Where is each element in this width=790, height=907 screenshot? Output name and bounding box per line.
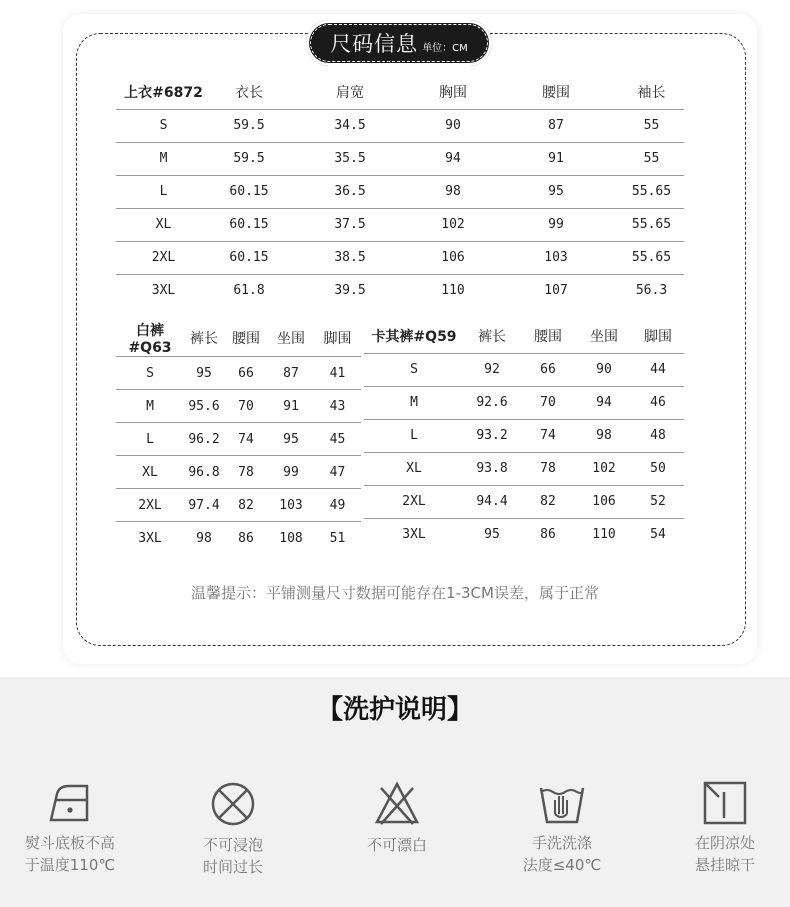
table-row xyxy=(116,456,361,489)
no-bleach-icon xyxy=(373,780,421,828)
table-cell: 70 xyxy=(224,390,268,423)
table-cell: 52 xyxy=(632,485,684,518)
table-cell: 43 xyxy=(314,390,361,423)
table-row xyxy=(364,353,684,386)
table-header-cell: 胸围 xyxy=(413,76,493,109)
table-cell: 97.4 xyxy=(184,489,224,522)
table-cell: 74 xyxy=(224,423,268,456)
table-cell: 50 xyxy=(632,452,684,485)
table-cell: 44 xyxy=(632,353,684,386)
table-cell: 78 xyxy=(224,456,268,489)
iron-icon xyxy=(47,780,93,826)
hand-wash-icon xyxy=(537,780,587,826)
table-row xyxy=(116,522,361,555)
table-header-cell: 坐围 xyxy=(268,320,314,357)
table-cell: 94.4 xyxy=(464,485,520,518)
table-cell: 46 xyxy=(632,386,684,419)
white-pants-size-table xyxy=(116,320,361,555)
size-info-title-badge xyxy=(306,20,492,66)
table-row xyxy=(364,386,684,419)
table-cell: 95 xyxy=(268,423,314,456)
table-cell: 55 xyxy=(619,142,684,175)
table-cell: 55.65 xyxy=(619,208,684,241)
table-cell: 95 xyxy=(184,357,224,390)
table-cell: 93.8 xyxy=(464,452,520,485)
table-cell: M xyxy=(116,390,184,423)
table-cell: 103 xyxy=(493,241,619,274)
table-cell: 2XL xyxy=(116,241,211,274)
table-cell: L xyxy=(364,419,464,452)
table-cell: 92.6 xyxy=(464,386,520,419)
table-cell: 99 xyxy=(493,208,619,241)
table-cell: 86 xyxy=(540,527,556,543)
care-label-line2: 法度≤40℃ xyxy=(522,856,602,874)
table-cell: XL xyxy=(364,452,464,485)
measurement-tip: 温馨提示：平铺测量尺寸数据可能存在1-3CM误差，属于正常 xyxy=(191,584,599,602)
table-row xyxy=(116,489,361,522)
table-row xyxy=(364,485,684,518)
table-cell: 98 xyxy=(196,530,212,546)
table-cell: 55 xyxy=(619,109,684,142)
table-cell: 59.5 xyxy=(211,109,287,142)
care-item-shade-dry xyxy=(655,780,790,876)
table-cell: 39.5 xyxy=(334,283,366,299)
table-cell: 74 xyxy=(520,419,576,452)
table-header-cell: 腰围 xyxy=(493,76,619,109)
table-cell: 78 xyxy=(520,452,576,485)
table-header-cell: 上衣#6872 xyxy=(116,76,211,109)
table-cell: M xyxy=(116,142,211,175)
table-row xyxy=(116,357,361,390)
table-row xyxy=(116,142,684,175)
table-row xyxy=(116,109,684,142)
table-cell: 92 xyxy=(464,353,520,386)
table-cell: 110 xyxy=(441,283,465,299)
table-cell: 3XL xyxy=(138,530,162,546)
table-cell: 94 xyxy=(576,386,632,419)
table-cell: 90 xyxy=(413,109,493,142)
table-cell: 108 xyxy=(279,530,303,546)
care-label-line1: 熨斗底板不高 xyxy=(24,834,115,852)
table-cell: XL xyxy=(116,208,211,241)
table-cell: 107 xyxy=(544,283,568,299)
table-cell: 86 xyxy=(238,530,254,546)
table-cell: 54 xyxy=(650,527,666,543)
care-title: 【洗护说明】 xyxy=(316,695,473,725)
table-cell: 34.5 xyxy=(287,109,413,142)
table-cell: 91 xyxy=(268,390,314,423)
care-label-line2: 于温度110℃ xyxy=(24,856,116,874)
table-header-cell: 腰围 xyxy=(224,320,268,357)
table-cell: 102 xyxy=(413,208,493,241)
table-cell: 55.65 xyxy=(619,241,684,274)
table-cell: 82 xyxy=(224,489,268,522)
care-label-line2: 时间过长 xyxy=(202,858,263,876)
table-cell: 60.15 xyxy=(211,175,287,208)
size-info-title: 尺码信息 xyxy=(330,32,419,56)
table-cell: 37.5 xyxy=(287,208,413,241)
care-item-no-soak xyxy=(163,780,303,878)
care-label-line1: 手洗洗涤 xyxy=(531,834,592,852)
size-info-unit: 单位：CM xyxy=(422,42,468,54)
table-cell: 93.2 xyxy=(464,419,520,452)
table-cell: 96.2 xyxy=(184,423,224,456)
table-row xyxy=(116,208,684,241)
table-cell: 91 xyxy=(493,142,619,175)
table-header-cell: 袖长 xyxy=(619,76,684,109)
table-cell: 110 xyxy=(592,527,616,543)
table-header-row xyxy=(116,320,361,357)
care-label-line1: 不可浸泡 xyxy=(202,836,263,854)
table-cell: 102 xyxy=(576,452,632,485)
care-label-line1: 在阴凉处 xyxy=(694,834,755,852)
care-label-line2: 悬挂晾干 xyxy=(694,856,755,874)
table-cell: 106 xyxy=(413,241,493,274)
table-row xyxy=(364,518,684,551)
table-cell: 55.65 xyxy=(619,175,684,208)
table-cell: 38.5 xyxy=(287,241,413,274)
table-row xyxy=(364,452,684,485)
table-cell: L xyxy=(116,423,184,456)
table-cell: M xyxy=(364,386,464,419)
table-cell: 48 xyxy=(632,419,684,452)
table-header-cell: 脚围 xyxy=(632,320,684,353)
table-cell: 41 xyxy=(314,357,361,390)
table-cell: 35.5 xyxy=(287,142,413,175)
table-header-cell: 裤长 xyxy=(184,320,224,357)
table-cell: 60.15 xyxy=(211,208,287,241)
table-cell: 51 xyxy=(329,530,346,546)
table-cell: 2XL xyxy=(116,489,184,522)
table-row xyxy=(364,419,684,452)
no-soak-icon xyxy=(209,780,257,828)
table-cell: 49 xyxy=(314,489,361,522)
table-cell: 99 xyxy=(268,456,314,489)
table-cell: 66 xyxy=(520,353,576,386)
table-header-cell: 衣长 xyxy=(211,76,287,109)
table-header-row xyxy=(364,320,684,353)
care-label-line1: 不可漂白 xyxy=(366,836,427,854)
table-cell: S xyxy=(116,109,211,142)
table-row xyxy=(116,241,684,274)
table-cell: 98 xyxy=(413,175,493,208)
table-header-row xyxy=(116,76,684,109)
table-cell: 66 xyxy=(224,357,268,390)
table-row xyxy=(116,423,361,456)
table-cell: 45 xyxy=(314,423,361,456)
table-row xyxy=(116,274,684,307)
table-header-cell: 白裤#Q63 xyxy=(116,320,184,357)
table-cell: 47 xyxy=(314,456,361,489)
table-cell: 95 xyxy=(493,175,619,208)
table-cell: 106 xyxy=(576,485,632,518)
top-size-table xyxy=(116,76,684,307)
care-item-no-bleach xyxy=(327,780,467,856)
table-cell: 3XL xyxy=(151,283,176,299)
table-cell: 87 xyxy=(493,109,619,142)
table-cell: 95 xyxy=(484,527,500,543)
table-cell: 82 xyxy=(520,485,576,518)
table-cell: 90 xyxy=(576,353,632,386)
table-header-cell: 脚围 xyxy=(314,320,361,357)
table-header-cell: 坐围 xyxy=(576,320,632,353)
table-row xyxy=(116,390,361,423)
table-cell: S xyxy=(364,353,464,386)
table-cell: L xyxy=(116,175,211,208)
table-cell: 94 xyxy=(413,142,493,175)
table-row xyxy=(116,175,684,208)
table-cell: 36.5 xyxy=(287,175,413,208)
table-cell: 103 xyxy=(268,489,314,522)
table-cell: 56.3 xyxy=(635,283,668,299)
table-cell: 59.5 xyxy=(211,142,287,175)
table-header-cell: 卡其裤#Q59 xyxy=(364,320,464,353)
table-cell: 2XL xyxy=(364,485,464,518)
table-cell: 70 xyxy=(520,386,576,419)
table-cell: 87 xyxy=(268,357,314,390)
table-header-cell: 肩宽 xyxy=(287,76,413,109)
care-item-hand-wash xyxy=(492,780,632,876)
table-cell: 61.8 xyxy=(233,283,265,299)
table-cell: 98 xyxy=(576,419,632,452)
care-item-iron xyxy=(0,780,140,876)
khaki-pants-size-table xyxy=(364,320,684,551)
table-cell: 60.15 xyxy=(211,241,287,274)
table-cell: 95.6 xyxy=(184,390,224,423)
shade-dry-icon xyxy=(702,780,748,826)
table-cell: S xyxy=(116,357,184,390)
table-cell: 96.8 xyxy=(184,456,224,489)
table-cell: XL xyxy=(116,456,184,489)
table-header-cell: 腰围 xyxy=(520,320,576,353)
table-cell: 3XL xyxy=(402,527,426,543)
table-header-cell: 裤长 xyxy=(464,320,520,353)
